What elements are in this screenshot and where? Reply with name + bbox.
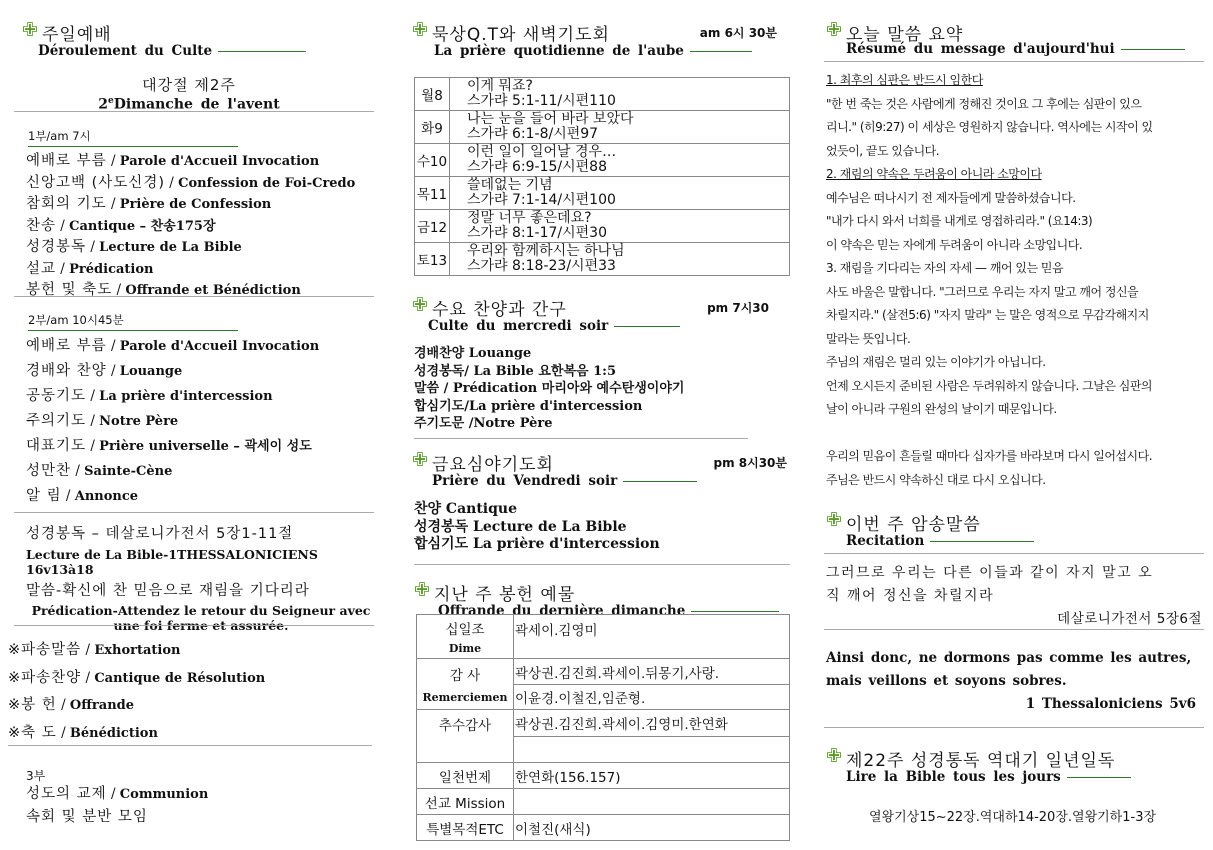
summary-title-ko: 오늘 말씀 요약 xyxy=(846,25,964,45)
order-item-fr: Prédication xyxy=(69,261,154,277)
friday-item: 찬양 Cantique xyxy=(414,501,517,517)
order-item-fr: Prière de Confession xyxy=(119,197,272,212)
qt-day: 금12 xyxy=(415,210,450,243)
cross-icon: ✙ xyxy=(826,509,842,531)
divider xyxy=(824,629,1204,630)
qt-reading-title: 정말 너무 좋은데요? xyxy=(467,210,592,226)
order-item-ko: 설교 xyxy=(26,260,57,277)
separator: / xyxy=(81,669,95,686)
mission-label: 선교 Mission xyxy=(417,789,514,815)
order-item xyxy=(8,692,368,720)
qt-reading-title: 이게 뭐죠? xyxy=(467,78,533,94)
wednesday-item: 합심기도/La prière d'intercession xyxy=(414,398,643,414)
fri-title-ko: 금요심야기도회 xyxy=(432,455,554,475)
fri-title-fr: Prière du Vendredi soir xyxy=(432,473,697,489)
qt-day: 토13 xyxy=(415,243,450,276)
thanks-label: 감 사 Remerciemen xyxy=(417,659,514,710)
service2-label: 2부/am 10시45분 xyxy=(28,313,124,327)
separator: / xyxy=(56,217,70,234)
recitation-title-ko: 이번 주 암송말씀 xyxy=(846,515,981,535)
recitation-fr-line: mais veillons et soyons sobres. xyxy=(826,673,1067,689)
friday-item: 성경봉독 Lecture de La Bible xyxy=(414,518,627,535)
qt-reading xyxy=(450,243,790,276)
summary-title-fr: Résumé du message d'aujourd'hui xyxy=(846,41,1185,57)
order-item-ko: 찬송 xyxy=(26,217,57,234)
divider xyxy=(28,330,238,331)
summary-text xyxy=(826,69,1206,492)
separator: / xyxy=(112,282,126,298)
off-title-fr: Offrande du dernière dimanche xyxy=(438,603,779,619)
qt-row xyxy=(415,210,790,243)
order-item-fr: Notre Père xyxy=(99,414,179,429)
burnt-offering-names: 한연화(156.157) xyxy=(514,763,790,789)
order-item-ko: 예배로 부름 xyxy=(26,153,107,169)
order-item-fr: Offrande et Bénédiction xyxy=(125,283,301,298)
recitation-title-fr: Recitation xyxy=(846,533,1034,549)
cross-icon: ✙ xyxy=(412,19,428,41)
divider xyxy=(824,727,1204,728)
order-item-ko: 봉헌 및 축도 xyxy=(26,282,113,298)
qt-day: 월8 xyxy=(415,78,450,111)
qt-reading-ref: 스가랴 5:1-11/시편110 xyxy=(467,93,616,109)
wed-title-fr: Culte du mercredi soir xyxy=(428,318,680,334)
order-item xyxy=(26,434,376,459)
summary-line: 예수님은 떠나시기 전 제자들에게 말씀하셨습니다. xyxy=(826,190,1076,205)
qt-reading-title: 이런 일이 일어날 경우… xyxy=(467,144,617,160)
summary-line: "내가 다시 와서 너희를 내게로 영접하리라." (요14:3) xyxy=(826,214,1093,228)
order-item-fr: Lecture de La Bible xyxy=(99,240,242,255)
qt-reading-title: 나는 눈을 들어 바라 보았다 xyxy=(467,111,634,127)
qt-title-ko: 묵상Q.T와 새벽기도회 xyxy=(432,25,610,45)
closing-list xyxy=(8,637,368,747)
summary-line: 었듯이, 끝도 있습니다. xyxy=(826,143,940,158)
order-item-ko: ※봉 헌 xyxy=(8,697,57,713)
friday-header xyxy=(412,450,787,496)
separator: / xyxy=(61,488,75,504)
order-item-fr: Exhortation xyxy=(94,643,181,658)
service1-list xyxy=(26,151,376,302)
summary-line: 주님의 재림은 멀리 있는 이야기가 아닙니다. xyxy=(826,355,1046,369)
separator: / xyxy=(164,174,179,191)
order-item xyxy=(8,720,368,748)
order-item-fr: La prière d'intercession xyxy=(99,389,273,404)
divider xyxy=(14,296,374,297)
worship-order-column xyxy=(0,0,378,850)
order-item-ko: 경배와 찬양 xyxy=(26,363,107,379)
dime-names: 곽세이.김영미 xyxy=(514,615,790,659)
friday-list xyxy=(414,501,790,554)
cross-icon: ✙ xyxy=(412,294,428,316)
order-item xyxy=(8,665,368,693)
order-item-fr: Annonce xyxy=(74,489,139,504)
qt-day: 수10 xyxy=(415,144,450,177)
order-item xyxy=(26,459,376,484)
order-item-fr: Bénédiction xyxy=(69,725,158,741)
offering-row-1000 xyxy=(417,763,790,789)
order-item-fr: Parole d'Accueil Invocation xyxy=(119,339,320,354)
summary-line: 이 약속은 믿는 자에게 두려움이 아니라 소망입니다. xyxy=(826,237,1083,252)
offering-row-special xyxy=(417,815,790,841)
order-item-fr: Cantique de Résolution xyxy=(94,670,266,686)
summary-line: 차릴지라." (살전5:6) "자지 말라" 는 말은 영적으로 무감각해지지 xyxy=(826,308,1149,322)
qt-day: 목11 xyxy=(415,177,450,210)
summary-line xyxy=(826,422,1206,446)
cross-icon: ✙ xyxy=(412,449,428,471)
summary-line: 우리의 믿음이 흔들릴 때마다 십자가를 바라보며 다시 일어섭시다. xyxy=(826,449,1153,463)
recitation-fr xyxy=(826,647,1202,716)
recitation-fr-line: Ainsi donc, ne dormons pas comme les autres, xyxy=(826,650,1192,666)
order-item-ko: 성도의 교제 xyxy=(26,786,107,802)
offering-row-harvest xyxy=(417,710,790,737)
qt-row xyxy=(415,144,790,177)
advent-heading xyxy=(0,74,378,113)
order-item xyxy=(26,783,376,806)
order-item xyxy=(8,637,368,665)
bible-reading-title-ko: 제22주 성경통독 역대기 일년일독 xyxy=(846,751,1116,771)
summary-line: 주님은 반드시 약속하신 대로 다시 오십니다. xyxy=(826,472,1046,487)
order-item-fr: Louange xyxy=(119,364,183,379)
separator: / xyxy=(106,153,120,169)
qt-reading xyxy=(450,111,790,144)
order-item xyxy=(26,237,376,259)
qt-row xyxy=(415,111,790,144)
recitation-header xyxy=(826,510,1206,556)
separator: / xyxy=(106,363,120,379)
divider xyxy=(414,564,790,565)
separator: / xyxy=(86,388,100,404)
wednesday-header xyxy=(412,295,777,341)
qt-reading-ref: 스가랴 8:1-17/시편30 xyxy=(467,225,607,241)
summary-header xyxy=(826,20,1206,66)
thanks-names-2: 이윤경.이철진,임준형. xyxy=(514,685,790,710)
mission-names xyxy=(514,789,790,815)
harvest-names: 곽상권.김진희.곽세이.김영미.한연화 xyxy=(514,710,790,737)
recitation-ko-line: 그러므로 우리는 다른 이들과 같이 자지 말고 오 xyxy=(826,565,1154,581)
burnt-offering-label: 일천번제 xyxy=(417,763,514,789)
message-column xyxy=(820,0,1205,850)
qt-reading-ref: 스가랴 8:18-23/시편33 xyxy=(467,258,616,274)
order-item xyxy=(26,173,376,195)
divider xyxy=(14,512,374,513)
off-title-ko: 지난 주 봉헌 예물 xyxy=(434,585,576,605)
summary-line: 말라는 뜻입니다. xyxy=(826,331,911,346)
qt-header xyxy=(412,20,777,66)
qt-row xyxy=(415,78,790,111)
cross-icon: ✙ xyxy=(22,19,38,41)
thanks-names-1: 곽상권.김진희.곽세이.뒤몽기,사랑. xyxy=(514,659,790,685)
offering-row-dime xyxy=(417,615,790,659)
order-item-ko: 대표기도 xyxy=(26,438,87,454)
order-item-ko: 속회 및 분반 모임 xyxy=(26,809,148,825)
order-item xyxy=(26,409,376,434)
service3-list xyxy=(26,783,376,828)
reading-fr: Lecture de La Bible-1THESSALONICIENS 16v13à18 xyxy=(26,547,318,577)
order-item xyxy=(26,280,376,302)
order-item-ko: 성만찬 xyxy=(26,463,72,479)
order-item-fr: Communion xyxy=(119,787,209,802)
special-label: 특별목적ETC xyxy=(417,815,514,841)
order-item-ko: 성경봉독 xyxy=(26,239,87,255)
wednesday-item: 말씀 / Prédication 마리아와 예수탄생이야기 xyxy=(414,381,685,396)
special-names: 이철진(새식) xyxy=(514,815,790,841)
qt-reading-title: 우리와 함께하시는 하나님 xyxy=(467,243,625,259)
weekly-meetings-column xyxy=(412,0,792,850)
wed-time: pm 7시30 xyxy=(707,301,769,315)
qt-day: 화9 xyxy=(415,111,450,144)
order-item-fr: Sainte-Cène xyxy=(84,464,173,479)
divider xyxy=(414,438,748,439)
qt-reading xyxy=(450,177,790,210)
order-item xyxy=(26,484,376,509)
order-item-ko: 참회의 기도 xyxy=(26,196,107,212)
qt-reading-ref: 스가랴 6:9-15/시편88 xyxy=(467,159,607,175)
order-item-fr: Offrande xyxy=(69,698,135,713)
divider xyxy=(824,553,1204,554)
advent-title-ko: 대강절 제2주 xyxy=(142,76,236,94)
recitation-ref-ko: 데살로니가전서 5장6절 xyxy=(1057,611,1202,627)
summary-line: 1. 최후의 심판은 반드시 임한다 xyxy=(826,73,983,87)
bible-reading-title-fr: Lire la Bible tous les jours xyxy=(846,769,1131,785)
cross-icon: ✙ xyxy=(826,19,842,41)
wednesday-list xyxy=(414,345,790,433)
section-title-ko: 주일예배 xyxy=(42,25,112,45)
recitation-ref-fr: 1 Thessaloniciens 5v6 xyxy=(1025,696,1196,712)
order-item xyxy=(26,259,376,281)
order-item-fr: Prière universelle – 곽세이 성도 xyxy=(99,439,312,454)
harvest-label: 추수감사 xyxy=(417,710,514,763)
summary-line: 언제 오시든지 준비된 사람은 두려워하지 않습니다. 그날은 심판의 xyxy=(826,378,1153,393)
wednesday-item: 성경봉독/ La Bible 요한복음 1:5 xyxy=(414,363,616,379)
separator: / xyxy=(71,463,85,479)
order-item xyxy=(26,359,376,384)
service3-label: 3부 xyxy=(26,769,46,783)
offering-row-thanks xyxy=(417,659,790,685)
qt-reading-ref: 스가랴 6:1-8/시편97 xyxy=(467,126,599,142)
reading-ko: 성경봉독 – 데살로니가전서 5장1-11절 xyxy=(26,526,294,542)
summary-line: 2. 재림의 약속은 두려움이 아니라 소망이다 xyxy=(826,167,1042,181)
summary-line: "한 번 죽는 것은 사람에게 정해진 것이요 그 후에는 심판이 있으 xyxy=(826,96,1142,111)
order-item-ko: 공동기도 xyxy=(26,388,87,404)
separator: / xyxy=(86,239,100,255)
summary-line: 리니." (히9:27) 이 세상은 영원하지 않습니다. 역사에는 시작이 있 xyxy=(826,120,1153,134)
wednesday-item: 경배찬양 Louange xyxy=(414,346,532,361)
separator: / xyxy=(86,438,100,454)
order-item-ko: ※파송찬양 xyxy=(8,669,82,686)
bible-reading-header xyxy=(826,746,1206,792)
summary-line: 사도 바울은 말합니다. "그러므로 우리는 자지 말고 깨어 정신을 xyxy=(826,284,1139,299)
section-title-fr: Déroulement du Culte xyxy=(38,43,306,59)
qt-reading-title: 쓸데없는 기념 xyxy=(467,177,553,193)
divider xyxy=(14,625,374,626)
qt-reading-ref: 스가랴 7:1-14/시편100 xyxy=(467,192,616,208)
divider xyxy=(28,146,238,147)
order-item-fr: Cantique – 찬송175장 xyxy=(69,218,216,234)
order-item xyxy=(26,384,376,409)
recitation-ko-line: 직 깨어 정신을 차릴지라 xyxy=(826,588,995,604)
order-item xyxy=(26,216,376,238)
order-item xyxy=(26,806,376,828)
qt-time: am 6시 30분 xyxy=(699,26,777,40)
order-item-ko: ※파송말씀 xyxy=(8,642,82,658)
separator: / xyxy=(86,413,100,429)
separator: / xyxy=(56,724,70,741)
qt-reading xyxy=(450,210,790,243)
friday-item: 합심기도 La prière d'intercession xyxy=(414,536,660,552)
order-item-ko: 예배로 부름 xyxy=(26,338,107,354)
qt-reading xyxy=(450,144,790,177)
order-item-ko: 알 림 xyxy=(26,488,62,504)
qt-title-fr: La prière quotidienne de l'aube xyxy=(434,43,752,59)
cross-icon: ✙ xyxy=(414,579,430,601)
summary-line: 3. 재림을 기다리는 자의 자세 — 깨어 있는 믿음 xyxy=(826,261,1064,275)
divider xyxy=(8,745,372,746)
separator: / xyxy=(106,786,120,802)
divider xyxy=(824,61,1204,62)
order-item-fr: Confession de Foi-Credo xyxy=(178,175,356,191)
bible-reading-text: 열왕기상15~22장.역대하14-20장.열왕기하1-3장 xyxy=(868,810,1157,825)
fri-time: pm 8시30분 xyxy=(713,456,787,470)
separator: / xyxy=(56,260,70,277)
sermon-fr: Prédication-Attendez le retour du Seigneur avec une foi ferme et assurée. xyxy=(31,603,371,633)
order-item-ko: 신앙고백 (사도신경) xyxy=(26,174,165,191)
order-item-ko: 주의기도 xyxy=(26,413,87,429)
cross-icon: ✙ xyxy=(826,745,842,767)
separator: / xyxy=(106,338,120,354)
sunday-worship-header xyxy=(22,20,362,66)
qt-reading xyxy=(450,78,790,111)
order-item-fr: Parole d'Accueil Invocation xyxy=(119,154,320,169)
separator: / xyxy=(81,642,95,658)
qt-table xyxy=(414,77,790,276)
qt-row xyxy=(415,177,790,210)
offering-row-mission xyxy=(417,789,790,815)
order-item xyxy=(26,334,376,359)
wed-title-ko: 수요 찬양과 간구 xyxy=(432,300,567,320)
order-item xyxy=(26,151,376,173)
advent-title-fr: 2eDimanche de l'avent xyxy=(98,96,280,113)
reading-sermon-block xyxy=(26,522,376,633)
qt-row xyxy=(415,243,790,276)
divider xyxy=(14,111,374,112)
separator: / xyxy=(56,697,70,713)
summary-line: 날이 아니라 구원의 완성의 날이기 때문입니다. xyxy=(826,402,1057,416)
service1-label: 1부/am 7시 xyxy=(28,129,91,143)
separator: / xyxy=(106,196,120,212)
order-item xyxy=(26,194,376,216)
dime-label: 십일조 Dime xyxy=(417,615,514,659)
order-item-ko: ※축 도 xyxy=(8,724,57,741)
harvest-empty xyxy=(514,737,790,763)
wednesday-item: 주기도문 /Notre Père xyxy=(414,416,553,431)
recitation-ko xyxy=(826,562,1202,631)
offering-table xyxy=(416,614,790,841)
sermon-ko: 말씀-확신에 찬 믿음으로 재림을 기다리라 xyxy=(26,583,310,599)
service2-list xyxy=(26,334,376,509)
